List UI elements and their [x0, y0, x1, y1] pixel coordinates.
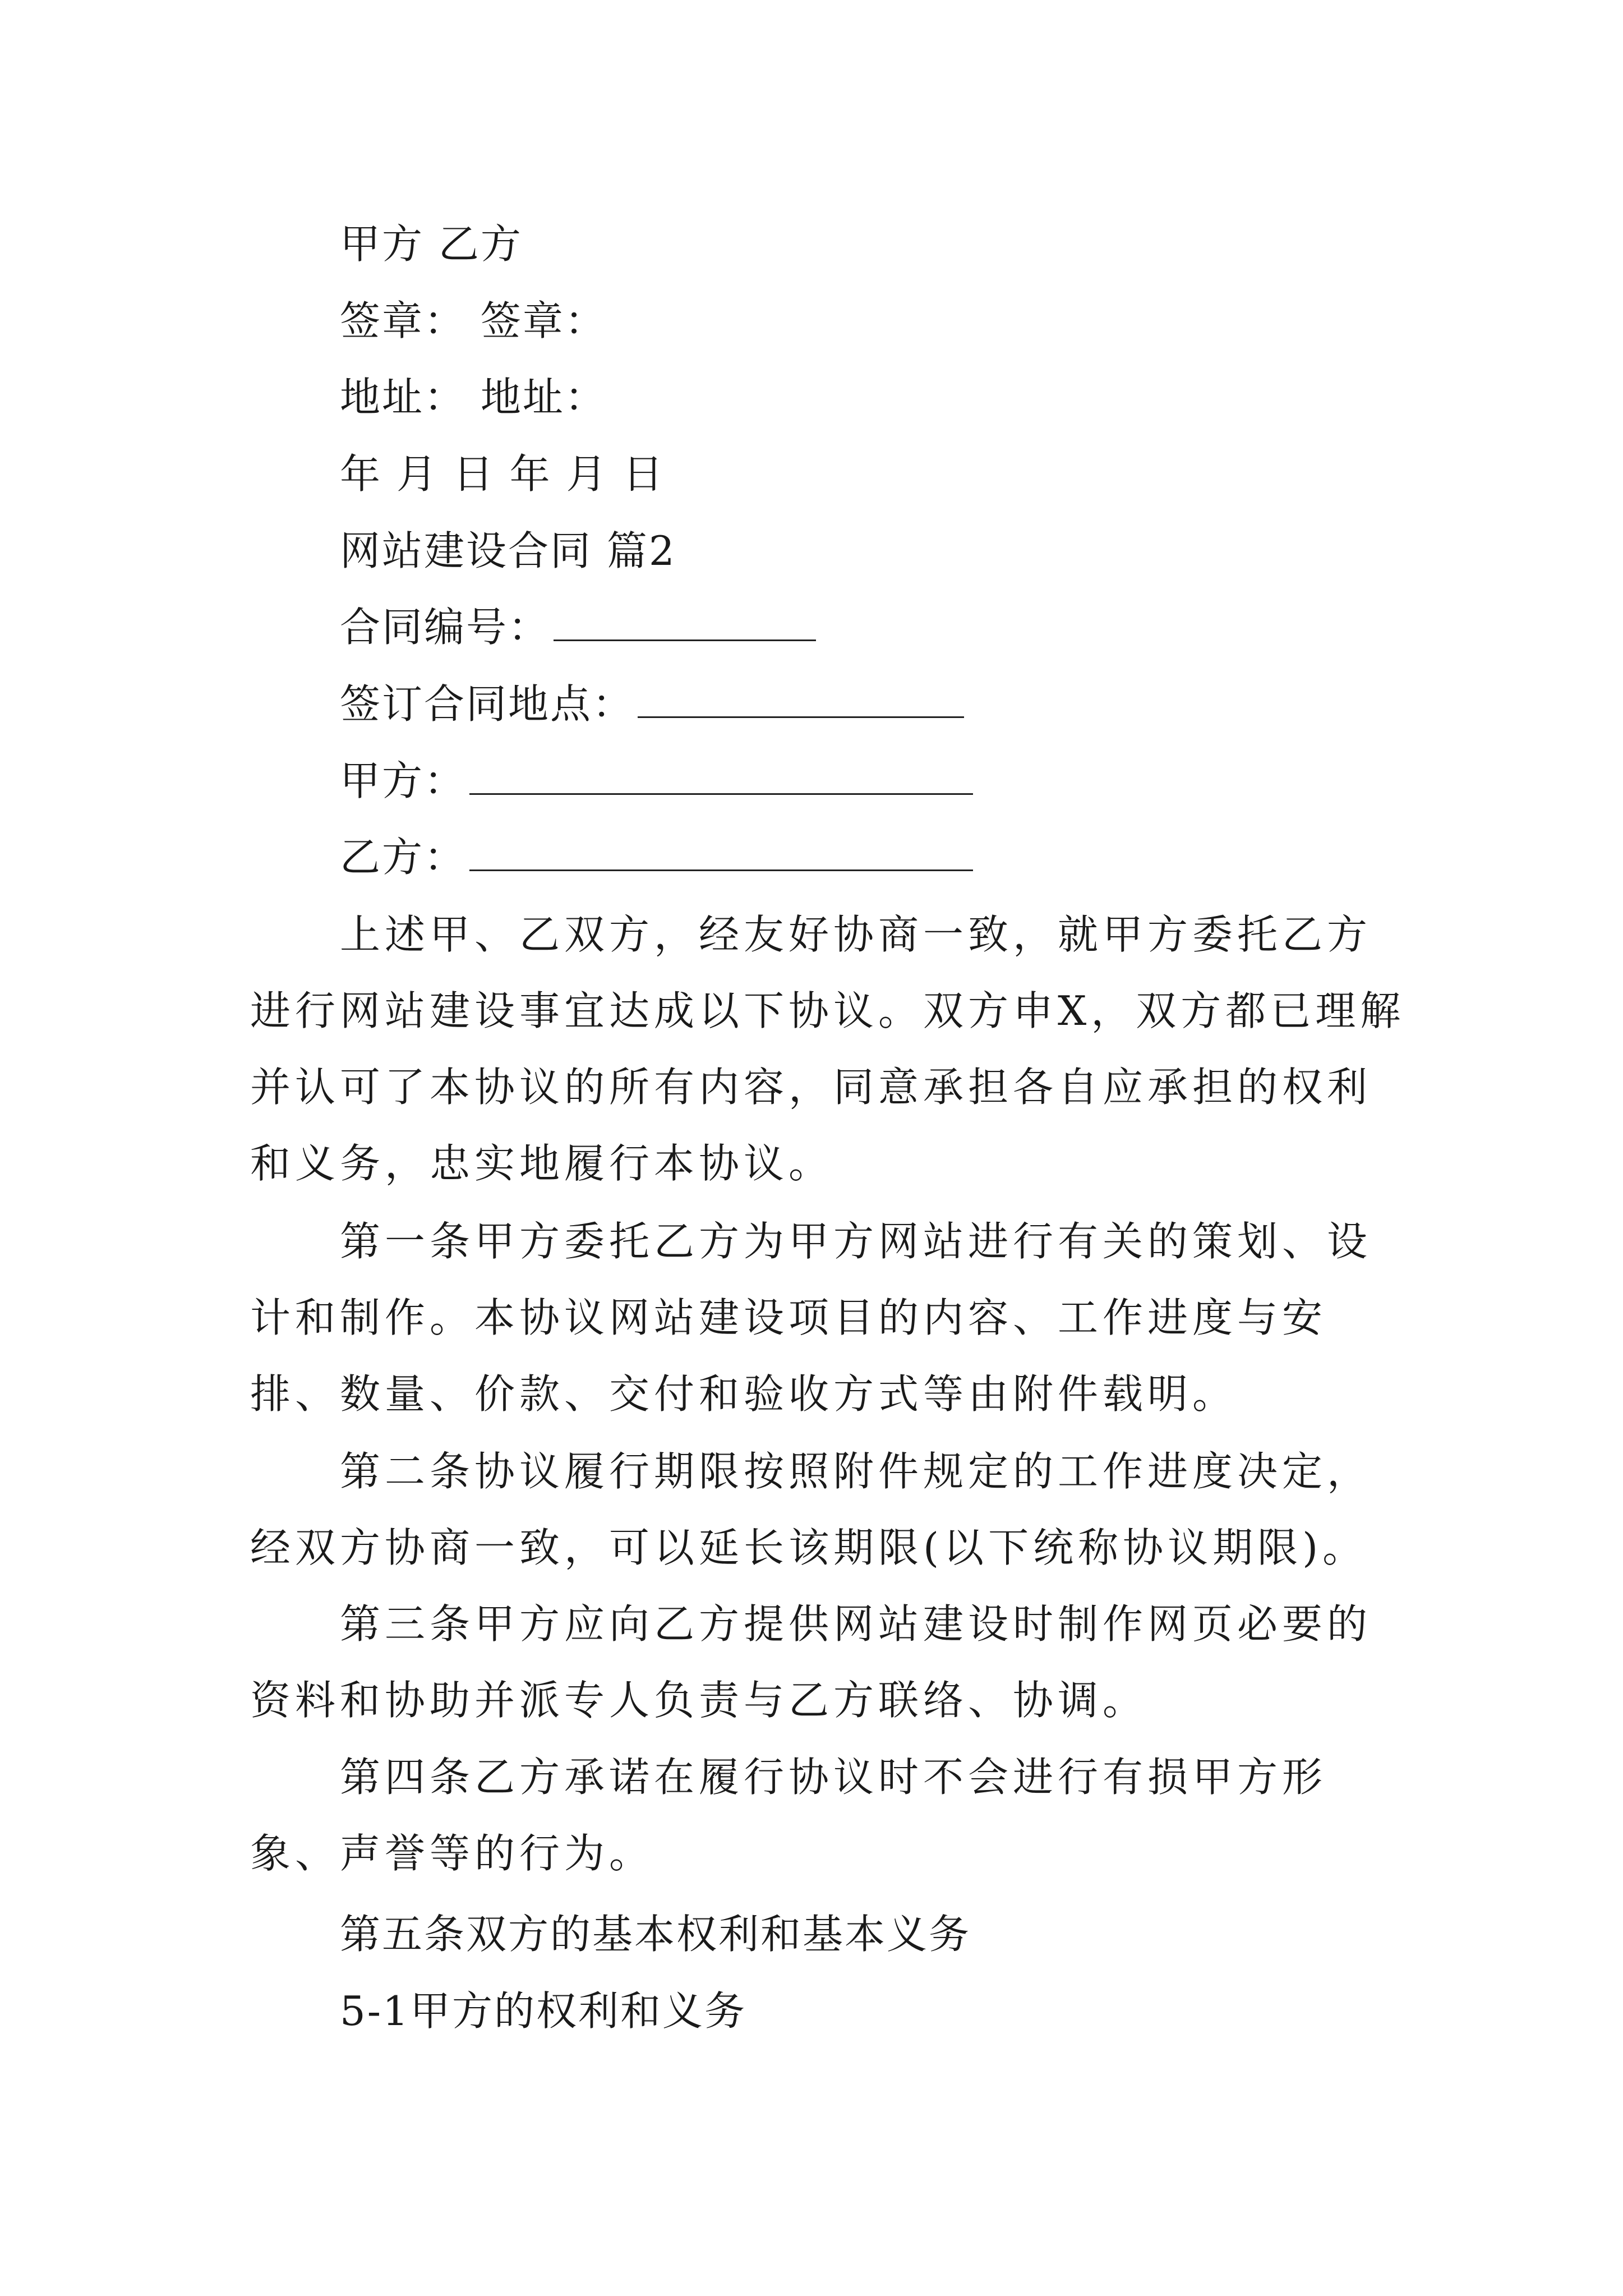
- article-3-paragraph: 第三条甲方应向乙方提供网站建设时制作网页必要的资料和协助并派专人负责与乙方联络、协调。: [250, 1600, 1372, 1724]
- signature-party-labels: 甲方 乙方: [340, 220, 523, 268]
- article-4-paragraph: 第四条乙方承诺在履行协议时不会进行有损甲方形象、声誉等的行为。: [250, 1754, 1327, 1877]
- intro-paragraph: 上述甲、乙双方，经友好协商一致，就甲方委托乙方进行网站建设事宜达成以下协议。双方申X，双方都已理解并认可了本协议的所有内容，同意承担各自应承担的权利和义务，忠实地履行本协议。: [250, 911, 1405, 1187]
- contract-number-blank: [554, 602, 816, 641]
- article-5-title: 第五条双方的基本权利和基本义务: [340, 1911, 971, 1958]
- contract-number-field: [340, 599, 816, 655]
- party-a-blank: [469, 756, 973, 795]
- signature-seal-labels: 签章： 签章：: [340, 297, 607, 344]
- signing-place-field: [340, 676, 964, 732]
- party-a-field: [340, 753, 973, 809]
- article-1-paragraph: 第一条甲方委托乙方为甲方网站进行有关的策划、设计和制作。本协议网站建设项目的内容、工作进度与安排、数量、价款、交付和验收方式等由附件载明。: [250, 1218, 1372, 1418]
- signing-place-label: 签订合同地点：: [340, 680, 635, 728]
- party-a-label: 甲方：: [340, 757, 467, 804]
- signature-date-labels: 年 月 日 年 月 日: [340, 450, 665, 498]
- signing-place-blank: [638, 679, 964, 718]
- party-b-field: [340, 829, 973, 885]
- party-b-blank: [469, 832, 973, 871]
- contract-number-label: 合同编号：: [340, 604, 551, 651]
- contract-heading: 网站建设合同 篇2: [340, 527, 676, 574]
- party-b-label: 乙方：: [340, 834, 467, 881]
- section-5-1-title: 5-1甲方的权利和义务: [340, 1987, 746, 2035]
- article-2-paragraph: 第二条协议履行期限按照附件规定的工作进度决定，经双方协商一致，可以延长该期限(以下统称协议期限)。: [250, 1448, 1372, 1571]
- signature-address-labels: 地址： 地址：: [340, 374, 607, 421]
